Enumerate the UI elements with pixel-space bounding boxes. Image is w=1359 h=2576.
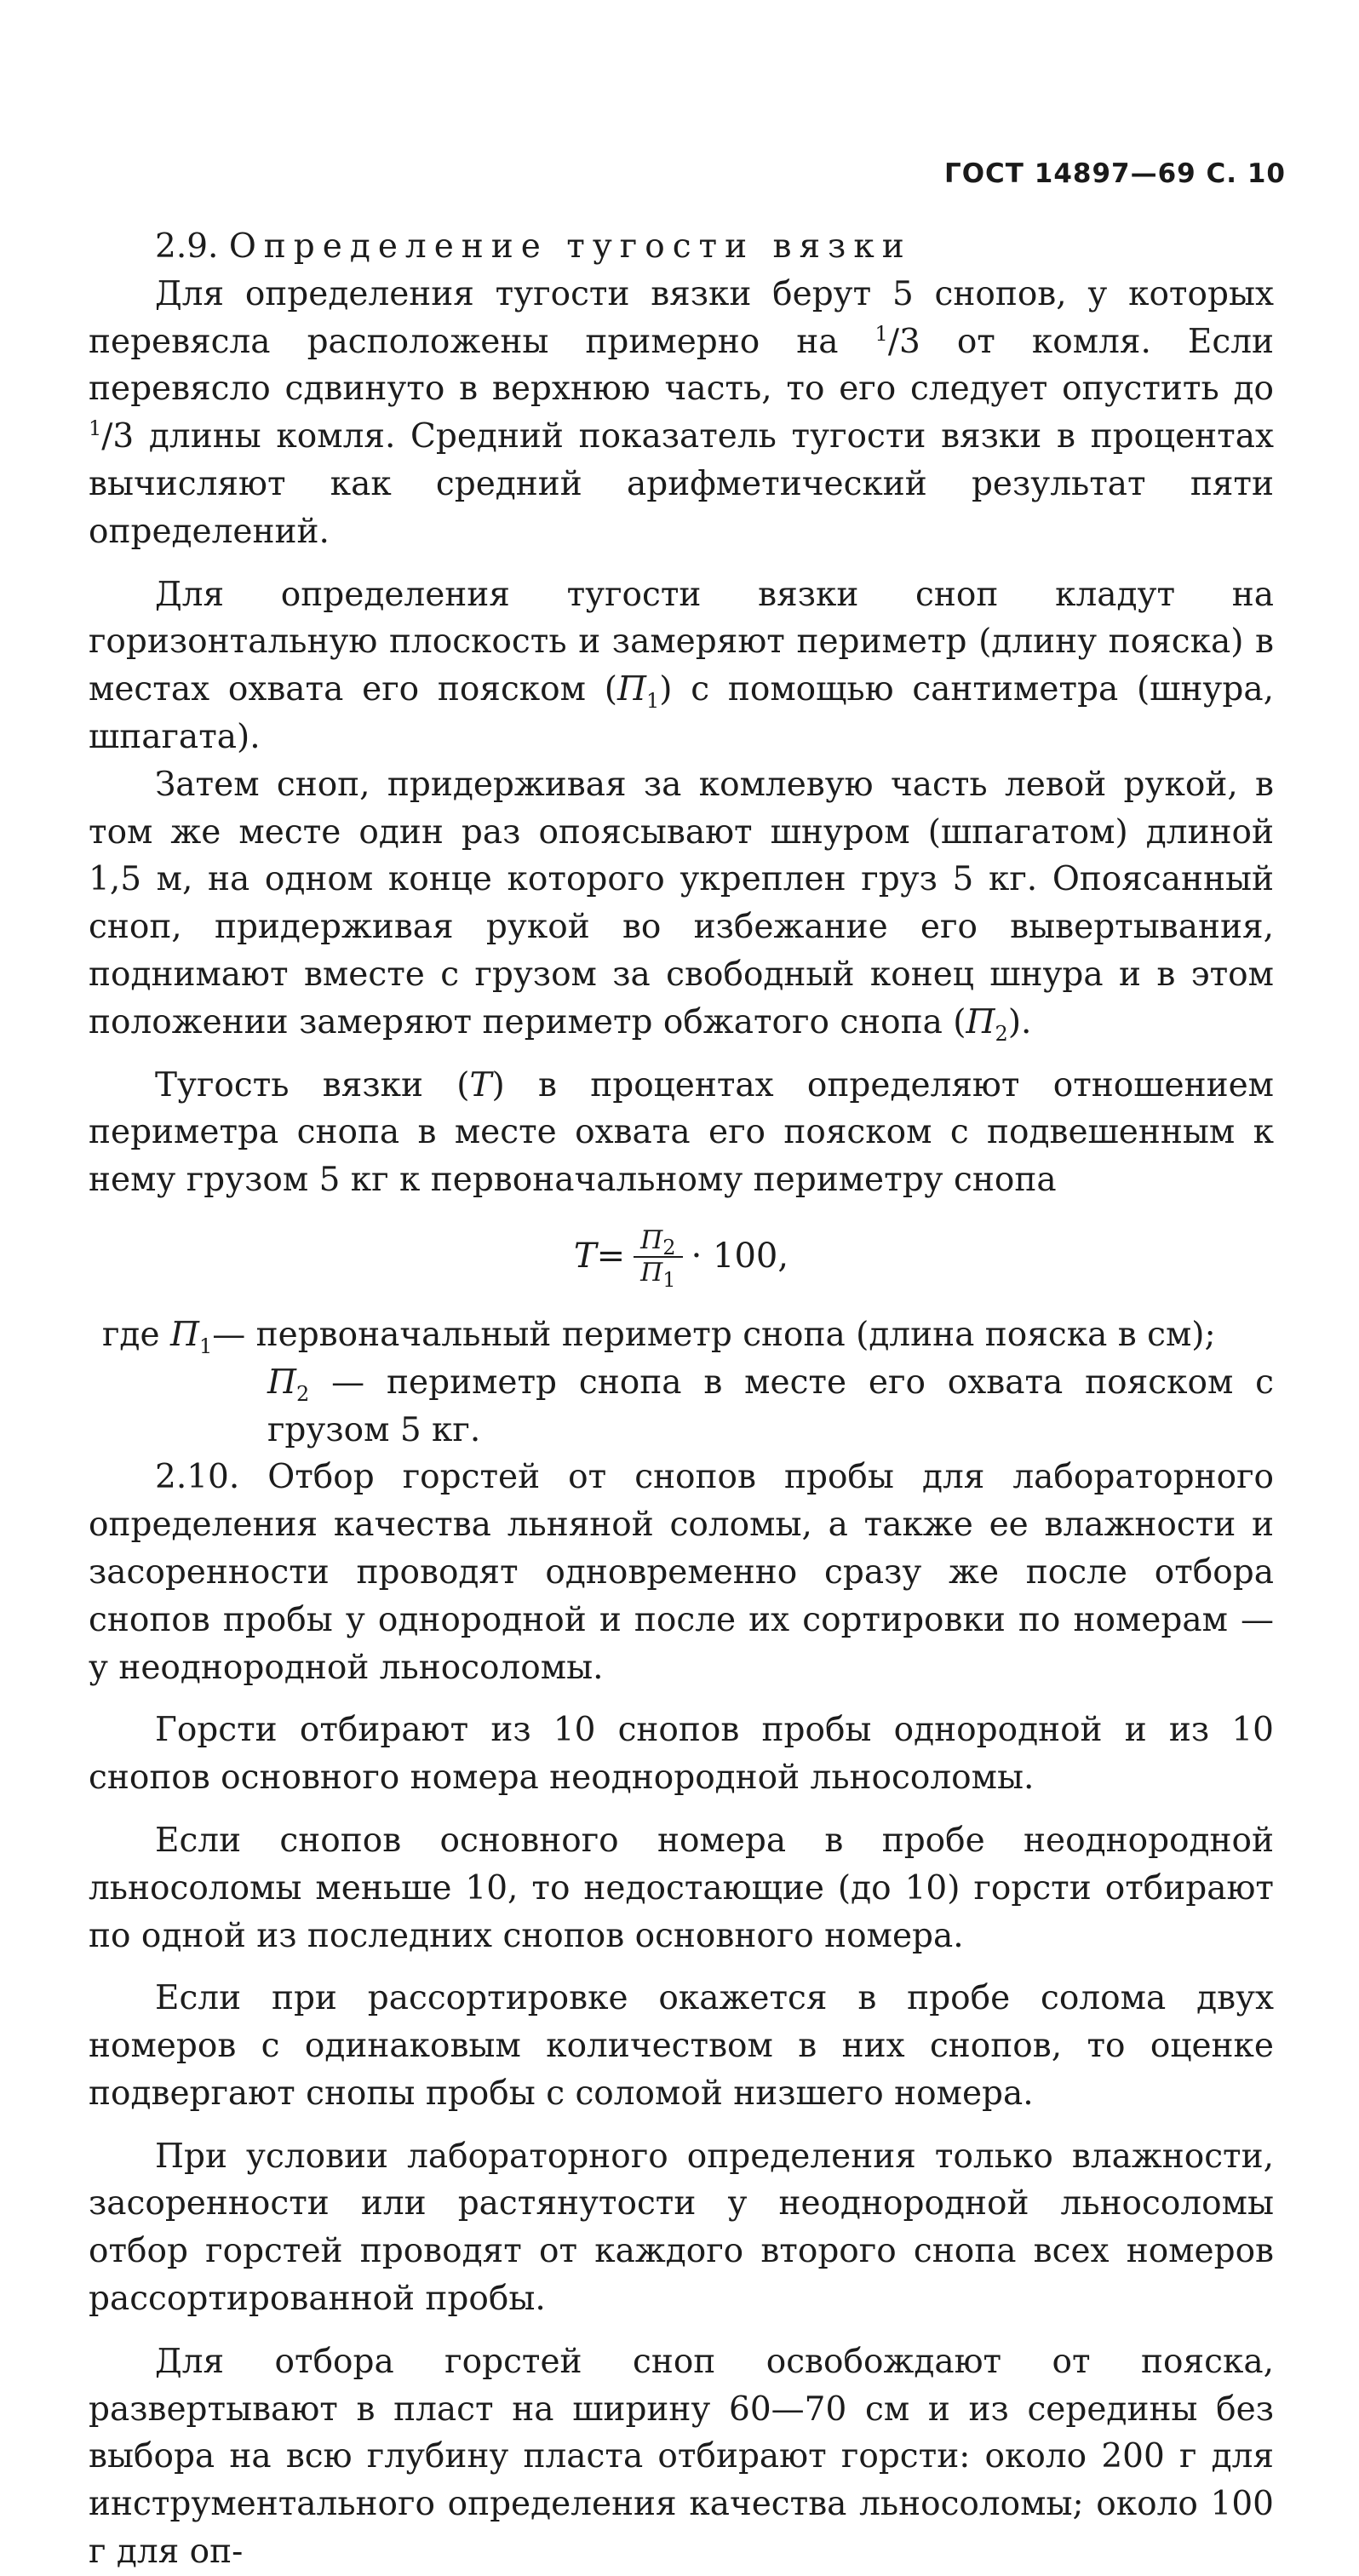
fraction-numerator: 1 [874, 321, 888, 346]
denominator-subscript: 1 [662, 1267, 676, 1292]
paragraph-text: ) с помощью сантиметра (шнура, шпагата). [89, 670, 1274, 756]
paragraph [89, 271, 1274, 556]
paragraph: Для отбора горстей сноп освобождают от пояска, развертывают в пласт на ширину 60—70 см и из середины без выбора на всю глубину пласта отбирают горсти: около 200 г для инструментального определения качества льносоломы; около 100 г для оп- [89, 2342, 1274, 2572]
paragraph-text: Для определения тугости вязки берут 5 снопов, у которых перевясла расположены примерно на [89, 274, 1274, 361]
fraction-numerator: 1 [89, 416, 102, 441]
paragraph-text: от комля. Если перевясло сдвинуто в верхнюю часть, то его следует опустить до [89, 322, 1275, 409]
paragraph [89, 571, 1274, 761]
paragraph-text: Для определения тугости вязки сноп кладут на горизонтальную плоскость и замеряют периметр (длину пояска) в местах охвата его пояском ( [89, 575, 1274, 709]
legend-text: — первоначальный периметр снопа (длина пояска в см); [212, 1315, 1216, 1354]
formula-fraction [634, 1225, 682, 1292]
symbol-subscript: 1 [645, 688, 660, 713]
formula-multiplier: · 100, [691, 1236, 789, 1277]
legend-where: где [102, 1315, 170, 1354]
numerator-symbol: П [640, 1225, 663, 1255]
paragraph: 2.10. Отбор горстей от снопов пробы для лабораторного определения качества льняной соломы, а также ее влажности и засоренности проводят одновременно сразу же после отбора снопов пробы у однородной и после их сортировки по номерам — у неоднородной льносоломы. [89, 1458, 1274, 1687]
fraction-numerator [634, 1225, 682, 1258]
paragraph: Если снопов основного номера в пробе неоднородной льносоломы меньше 10, то недостающие (до 10) горсти отбирают по одной из последних снопов основного номера. [89, 1821, 1274, 1955]
symbol: П [267, 1363, 297, 1402]
formula-lhs: Т [573, 1236, 597, 1277]
formula-equals: = [596, 1236, 626, 1277]
numerator-subscript: 2 [662, 1235, 676, 1259]
denominator-symbol: П [640, 1257, 663, 1288]
paragraph: При условии лабораторного определения только влажности, засоренности или растянутости у неоднородной льносоломы отбор горстей проводят от каждого второго снопа всех номеров рассортированной пробы. [89, 2137, 1274, 2319]
paragraph [89, 761, 1274, 1047]
symbol: П [616, 670, 646, 709]
paragraph-text: Тугость вязки ( [155, 1065, 470, 1104]
symbol-subscript: 2 [296, 1381, 310, 1406]
paragraph: Горсти отбирают из 10 снопов пробы однородной и из 10 снопов основного номера неоднородной льносоломы. [89, 1711, 1274, 1798]
paragraph-text: длины комля. Средний показатель тугости вязки в процентах вычисляют как средний арифметический результат пяти определений. [89, 417, 1274, 551]
document-body [89, 223, 1274, 2576]
symbol: П [966, 1002, 995, 1041]
section-2-9-heading [155, 223, 1274, 271]
section-number: 2.9. [155, 227, 219, 266]
legend-text: — периметр снопа в месте его охвата пояском с грузом 5 кг. [267, 1363, 1274, 1449]
fraction-denominator [640, 1257, 676, 1292]
symbol-subscript: 2 [995, 1021, 1008, 1046]
symbol-subscript: 1 [198, 1334, 213, 1358]
page-header: ГОСТ 14897—69 С. 10 [943, 158, 1286, 189]
paragraph-text: Затем сноп, придерживая за комлевую часть левой рукой, в том же месте один раз опоясывают шнуром (шпагатом) длиной 1,5 м, на одном конце которого укреплен груз 5 кг. Опоясанный сноп, придерживая рукой во избежание его вывертывания, поднимают вместе с грузом за свободный конец шнура и в этом положении замеряют периметр обжатого снопа ( [89, 765, 1274, 1041]
legend-line [89, 1311, 1274, 1359]
fraction-denominator: /3 [887, 322, 920, 361]
formula [89, 1209, 1274, 1305]
paragraph-text: ). [1007, 1002, 1032, 1041]
paragraph-text: ) в процентах определяют отношением периметра снопа в месте охвата его пояском с подвешенным к нему грузом 5 кг к первоначальному периметру снопа [89, 1065, 1275, 1200]
symbol: П [169, 1315, 199, 1354]
legend-line [89, 1359, 1274, 1454]
fraction-denominator: /3 [101, 417, 135, 456]
section-title: Определение тугости вязки [228, 227, 912, 266]
paragraph: Если при рассортировке окажется в пробе солома двух номеров с одинаковым количеством в них снопов, то оценке подвергают снопы пробы с соломой низшего номера. [89, 1979, 1274, 2113]
paragraph [89, 1062, 1274, 1204]
symbol: Т [469, 1065, 492, 1104]
